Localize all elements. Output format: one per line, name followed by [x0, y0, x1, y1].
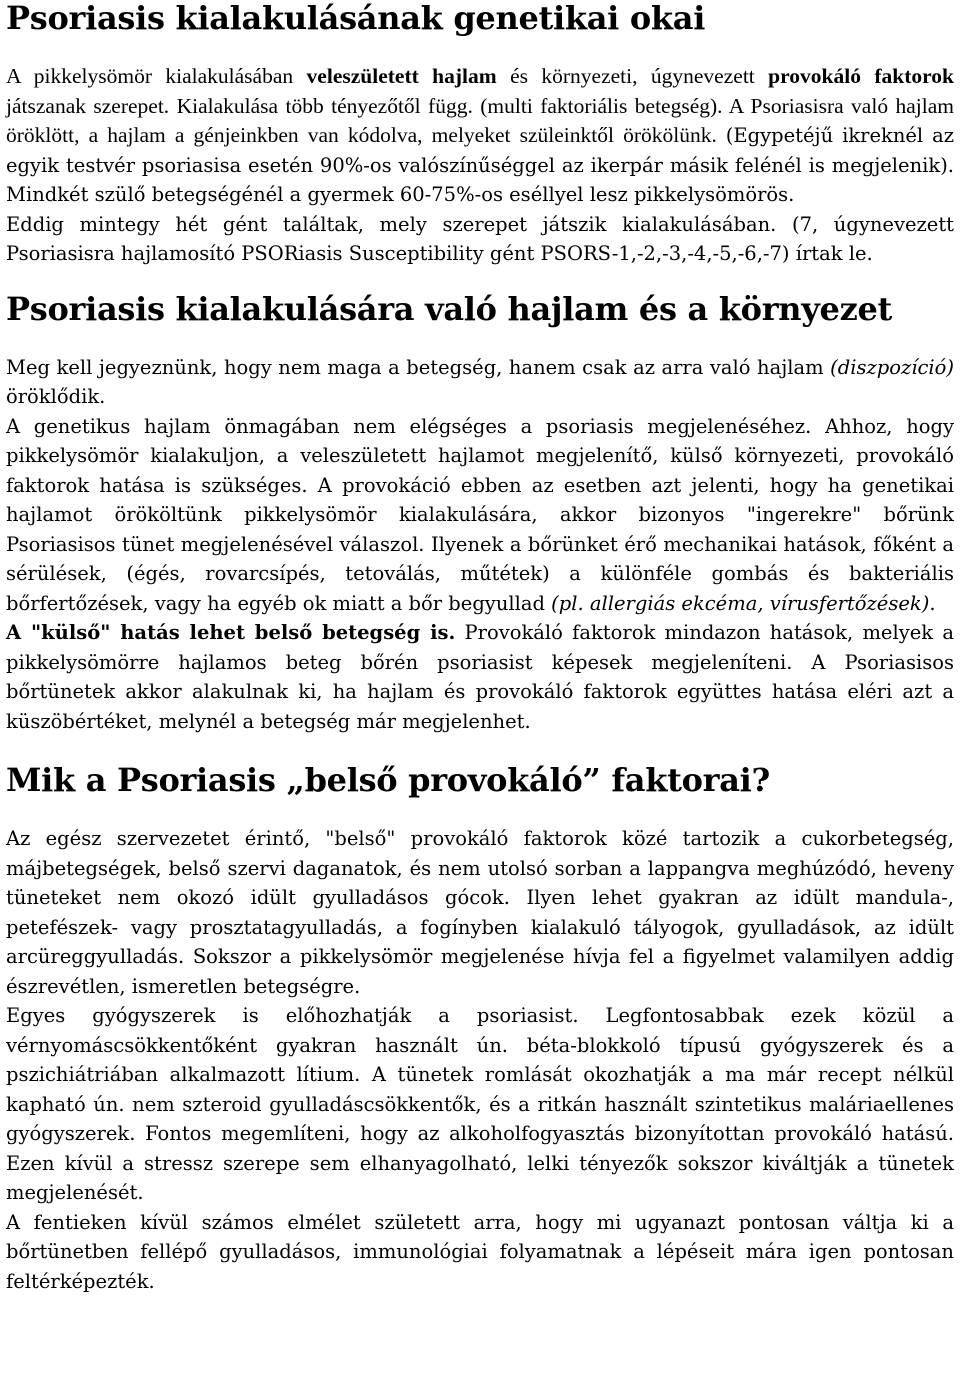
- text-run: Meg kell jegyeznünk, hogy nem maga a betegség, hanem csak az arra való hajlam: [6, 355, 831, 379]
- paragraph-genetic-intro: [6, 62, 954, 210]
- section-title-predisposition-environment: Psoriasis kialakulására való hajlam és a környezet: [6, 289, 893, 328]
- section-title-internal-factors: Mik a Psoriasis „belső provokáló” faktorai?: [6, 761, 770, 799]
- text-run: A pikkelysömör kialakulásában: [6, 64, 307, 88]
- text-run: és környezeti, úgynevezett: [496, 64, 769, 88]
- text-run: A genetikus hajlam önmagában nem elégséges a psoriasis megjelenéséhez. Ahhoz, hogy pikkelysömör kialakuljon, a veleszületett hajlamot megjelenítő, külső környezeti, provokáló faktorok hatása is szükséges. A provokáció ebben az esetben azt jelenti, hogy ha genetikai hajlamot örököltünk pikkelysömör kialakulására, akkor bizonyos "ingerekre" bőrünk Psoriasisos tünet megjelenésével válaszol. Ilyenek a bőrünket érő mechanikai hatások, főként a sérülések, (égés, rovarcsípés, tetoválás, műtétek) a különféle gombás és bakteriális bőrfertőzések, vagy ha egyéb ok miatt a bőr begyullad: [6, 414, 954, 615]
- italic-text-disposition: (diszpozíció): [830, 355, 954, 379]
- section-title-genetic-causes: Psoriasis kialakulásának genetikai okai: [6, 0, 706, 37]
- bold-text-external-internal: A "külső" hatás lehet belső betegség is.: [6, 621, 456, 644]
- paragraph-external-internal: [6, 618, 954, 736]
- text-run: Provokáló faktorok mindazon hatások, melyek a pikkelysömörre hajlamos beteg bőrén psoriasist képesek megjeleníteni. A Psoriasisos bőrtünetek akkor alakulnak ki, ha hajlam és provokáló faktorok együttes hatása eléri azt a küszöbértéket, melynél a betegség már megjelenhet.: [6, 621, 954, 733]
- paragraph-genes-found: Eddig mintegy hét gént találtak, mely szerepet játszik kialakulásában. (7, úgynevezett Psoriasisra hajlamosító PSORiasis Susceptibility gént PSORS-1,-2,-3,-4,-5,-6,-7) írtak le.: [6, 212, 954, 265]
- italic-text-examples: (pl. allergiás ekcéma, vírusfertőzések): [551, 591, 930, 615]
- bold-text-innate-predisposition: veleszületett hajlam: [306, 64, 497, 88]
- paragraph-inherited-disposition: [6, 353, 954, 412]
- text-run: játszanak szerepet. Kialakulása több tényezőtől függ. (multi faktoriális betegség). A Psoriasisra való hajlam öröklött, a hajlam a génjeinkben van kódolva, melyeket szüleinktől örökölünk.: [6, 93, 954, 147]
- bold-text-provoking-factors: provokáló faktorok: [768, 64, 955, 88]
- paragraph-theories: A fentieken kívül számos elmélet született arra, hogy mi ugyanazt pontosan váltja ki a bőrtünetben fellépő gyulladásos, immunológiai folyamatnak a lépéseit mára igen pontosan feltérképezték.: [6, 1210, 954, 1293]
- paragraph-genetic-not-sufficient: [6, 412, 954, 619]
- paragraph-medications: Egyes gyógyszerek is előhozhatják a psoriasist. Legfontosabbak ezek közül a vérnyomáscsökkentőként gyakran használt ún. béta-blokkoló típusú gyógyszerek és a pszichiátriában alkalmazott lítium. A tünetek romlását okozhatják a ma már recept nélkül kapható ún. nem szteroid gyulladáscsökkentők, és a ritkán használt szintetikus maláriaellenes gyógyszerek. Fontos megemlíteni, hogy az alkoholfogyasztás bizonyítottan provokáló hatású. Ezen kívül a stressz szerepe sem elhanyagolható, lelki tényezők sokszor kiváltják a tünetek megjelenését.: [6, 1004, 954, 1204]
- text-run: .: [929, 591, 936, 615]
- paragraph-internal-factors: Az egész szervezetet érintő, "belső" provokáló faktorok közé tartozik a cukorbetegség, májbetegségek, belső szervi daganatok, és nem utolsó sorban a lappangva meghúzódó, heveny tüneteket nem okozó idült gyulladásos gócok. Ilyen lehet gyakran az idült mandula-, petefészek- vagy prosztatagyulladás, a fogínyben kialakuló tályogok, gyulladások, az idült arcüreggyulladás. Sokszor a pikkelysömör megjelenése hívja fel a figyelmet valamilyen addig észrevétlen, ismeretlen betegségre.: [6, 827, 954, 998]
- text-run: öröklődik.: [6, 385, 106, 408]
- text-run: (Egypetéjű ikreknél az egyik testvér psoriasisa esetén 90%-os valószínűséggel az ikerpár másik felénél is megjelenik). Mindkét szülő betegségénél a gyermek 60-75%-os eséllyel lesz pikkelysömörös.: [6, 124, 954, 206]
